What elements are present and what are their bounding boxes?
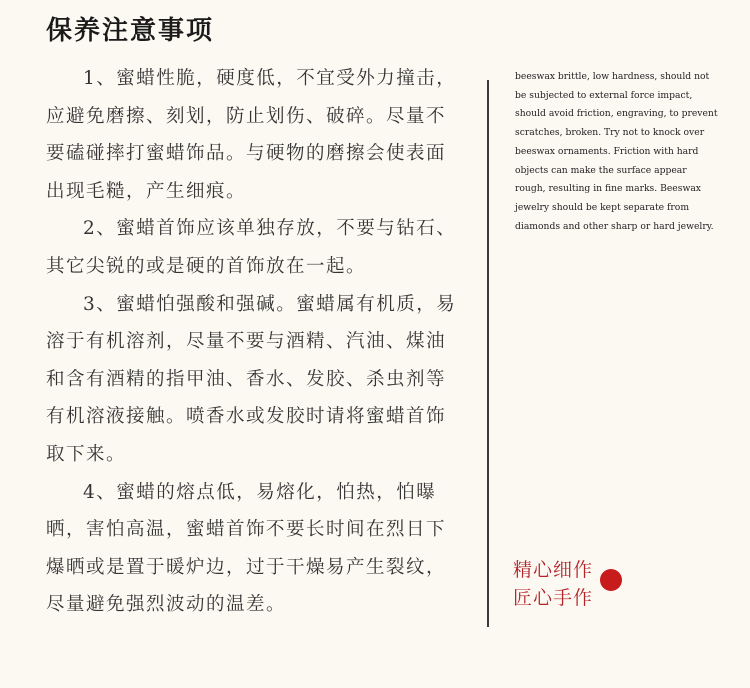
instruction-paragraph-2: 2、蜜蜡首饰应该单独存放，不要与钻石、其它尖锐的或是硬的首饰放在一起。 xyxy=(46,218,457,277)
slogan-line-2: 匠心手作 xyxy=(513,587,594,609)
page-title: 保养注意事项 xyxy=(46,16,215,46)
vertical-divider xyxy=(487,80,489,627)
english-translation: beeswax brittle, low hardness, should not be subjected to external force impact, should avoid friction, engraving, to prevent scratches, broken. Try not to knock over beeswax ornaments. Friction with hard objects can make the surface appear rough, resulting in fine marks. Beeswax jewelry should be kept separate from diamonds and other sharp or hard jewelry. xyxy=(515,71,718,232)
instruction-paragraph-4: 4、蜜蜡的熔点低，易熔化，怕热，怕曝晒，害怕高温，蜜蜡首饰不要长时间在烈日下爆晒或是置于暖炉边，过于干燥易产生裂纹，尽量避免强烈波动的温差。 xyxy=(46,481,447,616)
instruction-paragraph-1: 1、蜜蜡性脆，硬度低，不宜受外力撞击，应避免磨擦、刻划，防止划伤、破碎。尽量不要磕碰摔打蜜蜡饰品。与硬物的磨擦会使表面出现毛糙，产生细痕。 xyxy=(46,68,457,202)
red-dot-icon xyxy=(600,569,622,591)
slogan-line-1: 精心细作 xyxy=(513,559,594,581)
instruction-paragraph-3: 3、蜜蜡怕强酸和强碱。蜜蜡属有机质，易溶于有机溶剂，尽量不要与酒精、汽油、煤油和含有酒精的指甲油、香水、发胶、杀虫剂等有机溶液接触。喷香水或发胶时请将蜜蜡首饰取下来。 xyxy=(46,293,457,465)
care-instructions xyxy=(46,60,460,624)
slogan xyxy=(513,556,593,612)
